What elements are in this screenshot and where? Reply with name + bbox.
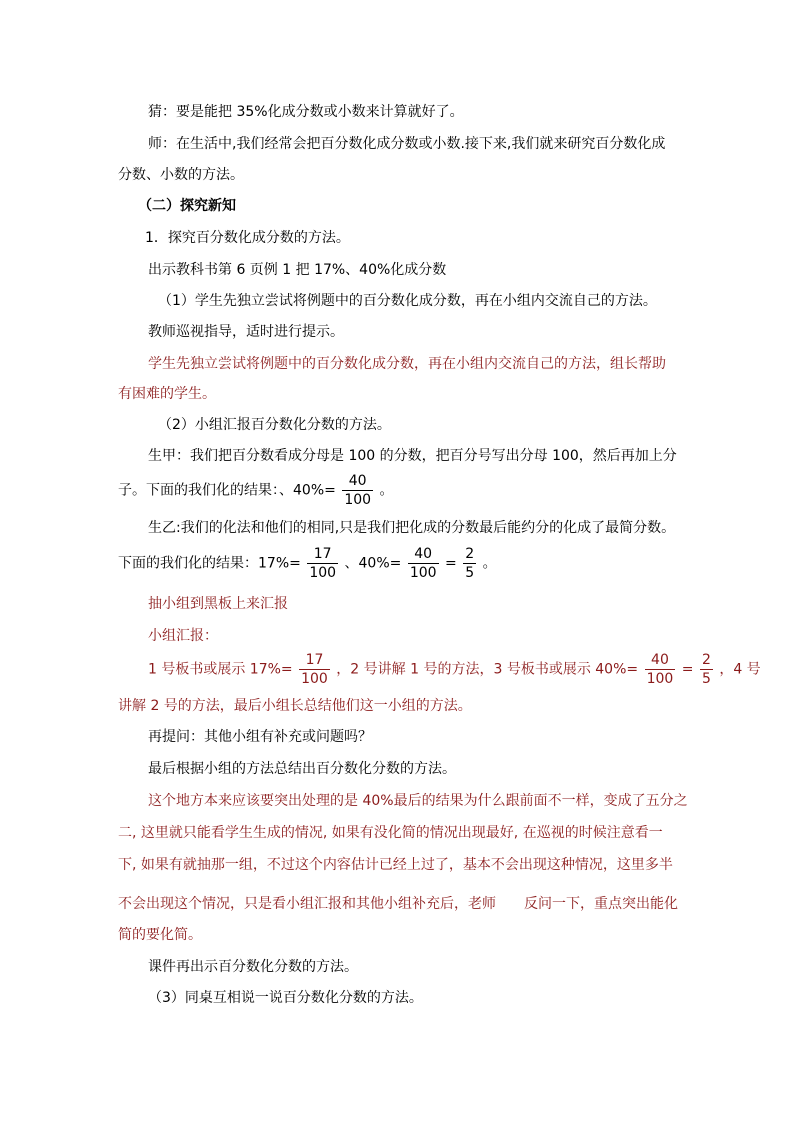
fraction-denominator: 100 [409, 565, 437, 581]
fraction-2-5 [700, 651, 713, 688]
text-segment: = [681, 661, 694, 678]
fraction-denominator: 100 [646, 671, 674, 687]
fraction-denominator: 100 [309, 565, 337, 581]
line-step-3: （3）同桌互相说一说百分数化分数的方法。 [148, 990, 423, 1006]
line-student-b: 生乙:我们的化法和他们的相同,只是我们把化成的分数最后能约分的化成了最简分数。 [148, 520, 676, 536]
fraction-numerator: 40 [342, 472, 373, 491]
text-segment: ，4 号 [719, 661, 761, 678]
line-red-note-4: 不会出现这个情况，只是看小组汇报和其他小组补充后，老师 反问一下，重点突出能化 [118, 896, 678, 912]
line-red-group-label: 小组汇报： [148, 628, 218, 644]
text-segment: = [445, 555, 457, 572]
line-step-2: （2）小组汇报百分数化分数的方法。 [158, 417, 391, 433]
text-segment: 、40%= [344, 555, 402, 572]
fraction-numerator: 17 [307, 545, 338, 564]
fraction-numerator: 40 [408, 545, 439, 564]
fraction-denominator: 100 [344, 492, 372, 508]
section-heading: （二）探究新知 [138, 198, 236, 214]
fraction-denominator: 5 [701, 671, 711, 687]
line-guess: 猜：要是能把 35%化成分数或小数来计算就好了。 [148, 104, 464, 120]
line-red-group-report: 抽小组到黑板上来汇报 [148, 596, 288, 612]
line-red-note: 这个地方本来应该要突出处理的是 40%最后的结果为什么跟前面不一样，变成了五分之 [148, 793, 688, 809]
line-item-1: 1．探究百分数化成分数的方法。 [145, 230, 350, 246]
fraction-40-100 [408, 545, 439, 582]
fraction-denominator: 5 [465, 565, 475, 581]
line-example: 出示教科书第 6 页例 1 把 17%、40%化成分数 [148, 262, 447, 278]
line-red-note-5: 简的要化简。 [118, 927, 202, 943]
text-segment: 子。下面的我们化的结果：、40%= [118, 482, 336, 499]
line-student-b-result [118, 545, 497, 582]
fraction-17-100 [299, 651, 330, 688]
line-teacher-cont: 分数、小数的方法。 [118, 167, 244, 183]
fraction-40-100 [342, 472, 373, 509]
line-student-a: 生甲：我们把百分数看成分母是 100 的分数，把百分号写出分母 100，然后再加上分 [148, 448, 677, 464]
line-courseware: 课件再出示百分数化分数的方法。 [148, 959, 358, 975]
line-red-activity: 学生先独立尝试将例题中的百分数化成分数，再在小组内交流自己的方法，组长帮助 [148, 356, 666, 372]
fraction-17-100 [307, 545, 338, 582]
line-red-note-2: 二, 这里就只能看学生生成的情况, 如果有没化简的情况出现最好, 在巡视的时候注意看一 [118, 825, 663, 841]
line-student-a-result [118, 472, 394, 509]
line-red-group-steps-cont: 讲解 2 号的方法，最后小组长总结他们这一小组的方法。 [118, 698, 472, 714]
line-red-note-3: 下, 如果有就抽那一组，不过这个内容估计已经上过了，基本不会出现这种情况，这里多半 [118, 857, 673, 873]
line-red-activity-cont: 有困难的学生。 [118, 386, 216, 402]
text-segment: 。 [482, 555, 497, 572]
line-follow-up: 再提问：其他小组有补充或问题吗？ [148, 729, 372, 745]
line-teacher: 师：在生活中,我们经常会把百分数化成分数或小数.接下来,我们就来研究百分数化成 [148, 136, 666, 152]
fraction-numerator: 2 [701, 652, 711, 668]
fraction-denominator: 100 [301, 671, 328, 687]
text-segment: 下面的我们化的结果：17%= [118, 555, 301, 572]
fraction-2-5 [463, 545, 476, 582]
text-segment: 1 号板书或展示 17%= [148, 661, 293, 678]
line-step-1: （1）学生先独立尝试将例题中的百分数化成分数，再在小组内交流自己的方法。 [158, 293, 657, 309]
text-segment: ，2 号讲解 1 号的方法，3 号板书或展示 40%= [336, 661, 639, 678]
line-guidance: 教师巡视指导，适时进行提示。 [148, 324, 344, 340]
fraction-numerator: 17 [299, 651, 330, 670]
line-red-group-steps [148, 651, 761, 688]
fraction-40-100 [645, 651, 676, 688]
fraction-numerator: 40 [645, 651, 676, 670]
line-summary: 最后根据小组的方法总结出百分数化分数的方法。 [148, 761, 456, 777]
text-segment: 。 [379, 482, 394, 499]
fraction-numerator: 2 [465, 546, 475, 562]
